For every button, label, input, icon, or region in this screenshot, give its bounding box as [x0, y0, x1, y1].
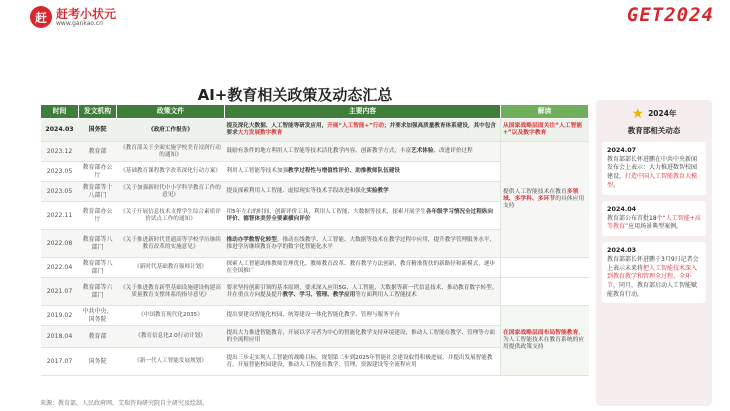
- entry-text: 教育部公布首批18个“人工智能+高等教育”应用场景典型案例。: [607, 214, 701, 231]
- dynamics-entry: [602, 142, 706, 195]
- entry-date: 2024.07: [607, 145, 637, 154]
- panel-title: 教育部相关动态: [627, 126, 681, 135]
- row-date: 2021.07: [41, 278, 79, 306]
- entry-text: 教育部部长怀进鹏于3月9日记者会上表示未来将把人工智能技术深入到教育教学和管理全过程、全环节，同月，教育部启动人工智能赋能教育行动。: [607, 255, 699, 298]
- row-date: 2018.04: [41, 326, 79, 348]
- explain-cell-empty: [501, 258, 589, 278]
- row-doc: 《教育信息化2.0行动计划》: [117, 326, 225, 348]
- row-date: 2022.04: [41, 258, 79, 278]
- explain-cell-2: 提供人工智能技术在教育多领域、多学科、多环节的具体应用支持: [501, 142, 589, 258]
- row-content: 用5年左右的时间，创新评价工具，利用人工智能、大数据等技术，探索开展学生各年级学习情况全过程纵向评价、德智体美劳全要素横向评价: [225, 202, 501, 230]
- row-date: 2017.07: [41, 348, 79, 376]
- col-header-content: 主要内容: [225, 105, 501, 119]
- row-date: 2024.03: [41, 119, 79, 142]
- row-content: 鼓励有条件的地方利用人工智能等技术活化教学内容、创新教学方式，丰富艺术体验、改进评价过程: [225, 142, 501, 162]
- col-header-doc: 政策文件: [117, 105, 225, 119]
- row-doc: 《关于开展信息技术支撑学生综合素质评价试点工作的通知》: [117, 202, 225, 230]
- entry-date: 2024.04: [607, 204, 637, 213]
- row-doc: 《关于推进教育新型基础设施建设构建高质量教育支撑体系的指导意见》: [117, 278, 225, 306]
- star-icon: ★: [631, 106, 645, 122]
- row-doc: 《关于推进新时代普通高等学校学历继续教育改革的实施意见》: [117, 230, 225, 258]
- table-row: [41, 278, 589, 306]
- panel-title-year: 2024年: [648, 109, 677, 119]
- row-org: 中共中央、国务院: [79, 306, 117, 326]
- row-org: 教育部: [79, 326, 117, 348]
- col-header-org: 发文机构: [79, 105, 117, 119]
- row-doc: 《关于加强新时代中小学科学教育工作的意见》: [117, 182, 225, 202]
- logo-name: 赶考小状元: [56, 6, 117, 21]
- explain-cell-3: 在国家战略层面布局智能教育，为人工智能技术在教育系统的应用提供政策支持: [501, 306, 589, 376]
- table-row: [41, 306, 589, 326]
- entry-text: 教育部部长怀进鹏在中共中央新闻发布会上表示：大力推进数智校园建设，打造中国人工智能教育大模型。: [607, 155, 698, 189]
- row-org: 教育部等八部门: [79, 230, 117, 258]
- row-org: 国务院: [79, 348, 117, 376]
- policy-table: [40, 104, 589, 376]
- row-org: 国务院: [79, 119, 117, 142]
- row-date: 2022.11: [41, 202, 79, 230]
- row-content: 提出要建设智能化校园，统筹建设一体化智能化教学、管理与服务平台: [225, 306, 501, 326]
- table-row: [41, 258, 589, 278]
- table-header-row: [41, 105, 589, 119]
- col-header-date: 时间: [41, 105, 79, 119]
- row-doc: 《教育部关于全面实施学校美育浸润行动的通知》: [117, 142, 225, 162]
- row-org: 教育部等十八部门: [79, 182, 117, 202]
- row-date: 2023.05: [41, 162, 79, 182]
- row-org: 教育部: [79, 142, 117, 162]
- row-content: 要求坚持创新引领的基本原则，要求深入应用5G、人工智能、大数据等新一代信息技术，推动教育数字转型。并在重点方向提及提升教学、学习、管理、教学应用等方面利用人工智能技术: [225, 278, 501, 306]
- row-content: 提出三步走实现人工智能的战略目标，规划第二步到2025年智能社会建设取得积极进展，并提出发展智能教育，开展智能校园建设，推动人工智能在教学、管理、资源建设等全流程应用: [225, 348, 501, 376]
- source-note: 来源：教育部，人民政府网，艾瑞咨询研究院自主研究及绘制。: [40, 400, 209, 407]
- row-doc: 《政府工作报告》: [117, 119, 225, 142]
- row-content: 提出大力推进智能教育，开展以学习者为中心的智能化教学支持环境建设，推动人工智能在教学、管理等方面的全流程应用: [225, 326, 501, 348]
- row-content: 推动办学数智化转型。推动在线教学、人工智能、大数据等技术在教学过程中应用，提升教学管理服务水平，推进学历继续教育办学的数字化智能化水平: [225, 230, 501, 258]
- row-date: 2023.05: [41, 182, 79, 202]
- col-header-explain: 解读: [501, 105, 589, 119]
- logo-mark-icon: 赶: [30, 6, 52, 28]
- dynamics-panel: [596, 100, 712, 406]
- row-date: 2019.02: [41, 306, 79, 326]
- explain-cell-empty: [501, 278, 589, 306]
- row-org: 教育部等六部门: [79, 278, 117, 306]
- logo-url: www.gankao.cn: [56, 19, 103, 27]
- dynamics-entry: [602, 201, 706, 236]
- row-doc: 《新时代基础教育强师计划》: [117, 258, 225, 278]
- row-date: 2022.08: [41, 230, 79, 258]
- row-content: 探索人工智能助推教师管理优化、教师教育改革、教育教学方法创新、教育精准帮扶的新路径和新模式，逐步在全国推广: [225, 258, 501, 278]
- entry-date: 2024.03: [607, 245, 637, 254]
- dynamics-entry: [602, 242, 706, 303]
- row-doc: 《基础教育课程教学改革深化行动方案》: [117, 162, 225, 182]
- explain-cell-1: 从国家战略层面关注“人工智能+”以及数字教育: [501, 119, 589, 142]
- page-title: AI+教育相关政策及动态汇总: [197, 86, 393, 104]
- row-org: 教育部办公厅: [79, 162, 117, 182]
- table-row: [41, 119, 589, 142]
- row-org: 教育部办公厅: [79, 202, 117, 230]
- row-doc: 《新一代人工智能发展规划》: [117, 348, 225, 376]
- table-row: [41, 142, 589, 162]
- event-brand-logo: GET2024: [626, 4, 714, 26]
- row-doc: 《中国教育现代化2035》: [117, 306, 225, 326]
- row-content: 提及探索利用人工智能、虚拟现实等技术手段改进和强化实验教学: [225, 182, 501, 202]
- row-org: 教育部等八部门: [79, 258, 117, 278]
- row-content: 提及深化大数据、人工智能等研发应用，开展“人工智能+”行动；并要求加强高质量教育体系建设，其中包含要求大力发展数字教育: [225, 119, 501, 142]
- row-date: 2023.12: [41, 142, 79, 162]
- logo: [30, 6, 116, 28]
- row-content: 利用人工智能等技术加强教学过程性与增值性评价、助推教师队伍建设: [225, 162, 501, 182]
